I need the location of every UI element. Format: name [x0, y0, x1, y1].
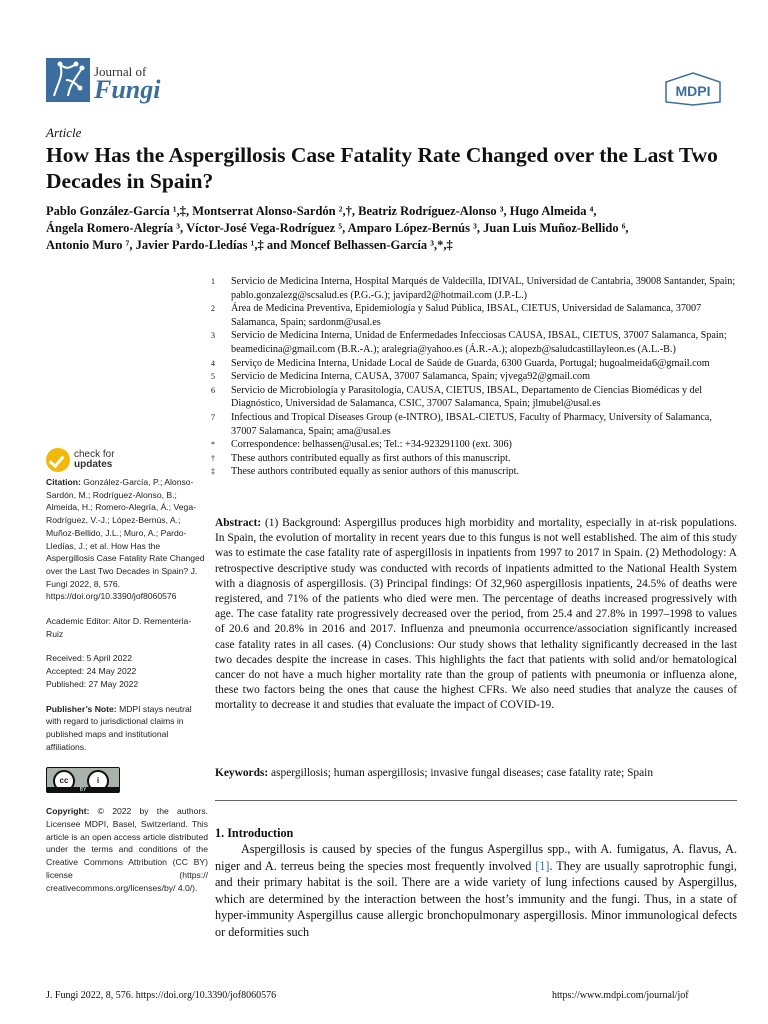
- abstract: [215, 516, 737, 714]
- affiliation-item: [211, 370, 737, 384]
- abstract-text: (1) Background: Aspergillus produces high morbidity and mortality, especially in at-risk populations. In Spain, the evolution of mortality in recent years due to this fungus is not well established. The aim of this study was to estimate the case fatality rate of aspergillosis in inpatients from 1997 to 2017 in Spain. (2) Methodology: A retrospective descriptive study was conducted with records of inpatients admitted to the National Health System with a diagnosis of aspergillosis. (3) Principal findings: Of 32,960 aspergillosis inpatients, 24.5% of deaths were registered, and 71% of the patients who died were men. The percentage of deaths increased progressively with age. The case fatality rate progressively decreased over the period, from 25.4 and 27.8% in 1997–1998 to values of 20.6 and 20.8% in 2016 and 2017. Influenza and pneumonia occurrence/association significantly increased case fatality rates in all cases. (4) Conclusions: Our study shows that lethality significantly decreased in the last two decades despite the increase in cases. This highlights the fact that patients with solid and/or hematological cancer do not have a much higher mortality rate than the group of patients with pneumonia or influenza alone, these two factors being the ones that cause the highest CFRs. We also need studies that analyze the causes of mortality to decrease it and studies that evaluate the impact of COVID-19.: [215, 517, 737, 712]
- intro-paragraph: [215, 841, 737, 940]
- accepted-date: Accepted: 24 May 2022: [46, 666, 137, 677]
- published-date: Published: 27 May 2022: [46, 678, 139, 689]
- affiliation-item: [211, 357, 737, 371]
- affiliation-item: [211, 329, 737, 356]
- citation-label: Citation:: [46, 477, 81, 487]
- author-line: Antonio Muro ⁷, Javier Pardo-Lledías ¹,‡ and Moncef Belhassen-García ³,*,‡: [46, 238, 453, 252]
- affiliation-text: Servicio de Medicina Interna, Unidad de Enfermedades Infecciosas CAUSA, IBSAL, CIETUS, 37007 Salamanca, Spain; beamedicina@gmail.com (B.R.-A.); aralegria@yahoo.es (Á.R.-A.); alopezb@saludcastillayleon.es (A.L.-B.): [231, 330, 727, 355]
- affiliation-item: [211, 302, 737, 329]
- citation-block: [46, 476, 208, 603]
- section-heading: 1. Introduction: [215, 826, 294, 840]
- affiliation-text: Correspondence: belhassen@usal.es; Tel.: +34-923291100 (ext. 306): [231, 439, 512, 451]
- check-updates-line1: check for: [74, 449, 115, 460]
- page-title: How Has the Aspergillosis Case Fatality Rate Changed over the Last Two Decades in Spain?: [46, 143, 718, 193]
- dates-block: [46, 652, 208, 690]
- affiliation-item: [211, 452, 737, 466]
- affiliation-list: [211, 275, 737, 479]
- affiliation-item: [211, 411, 737, 438]
- affiliation-text: Serviço de Medicina Interna, Unidade Local de Saúde de Guarda, 6300 Guarda, Portugal; hugoalmeida6@gmail.com: [231, 357, 710, 369]
- affiliation-text: Área de Medicina Preventiva, Epidemiología y Salud Pública, IBSAL, CIETUS, Universidad de Salamanca, 37007 Salamanca, Spain; sardonm@usal.es: [231, 303, 702, 328]
- affiliation-text: Servicio de Medicina Interna, CAUSA, 37007 Salamanca, Spain; vjvega92@gmail.com: [231, 371, 591, 383]
- received-date: Received: 5 April 2022: [46, 653, 132, 664]
- affiliation-item: [211, 465, 737, 479]
- keywords-text: aspergillosis; human aspergillosis; invasive fungal diseases; case fatality rate; Spain: [271, 767, 654, 779]
- cc-by-label: BY: [47, 787, 119, 793]
- affiliation-mark: 1: [211, 277, 215, 286]
- publisher-note-text: MDPI stays neutral with regard to jurisdictional claims in published maps and institutional affiliations.: [46, 703, 192, 752]
- cc-by-license-icon[interactable]: [46, 767, 120, 793]
- copyright-text: © 2022 by the authors. Licensee MDPI, Basel, Switzerland. This article is an open access article distributed under the terms and conditions of the Creative Commons Attribution (CC BY) license (https:// creativecommons.org/licenses/by/ 4.0/).: [46, 806, 209, 893]
- copyright-block: [46, 805, 208, 894]
- intro-text-b: . They are usually saprotrophic fungi, and their primary habitat is the soil. There are a wide variety of lung infections caused by Aspergillus, which are determined by the interaction between the host’s immunity and the fungi. Thus, in a state of hyper-immunity Aspergillus cause allergic bronchopulmonary aspergillosis. Minor immunological defects or deformities such: [215, 858, 737, 939]
- mdpi-logo-icon: [664, 72, 722, 106]
- copyright-label: Copyright:: [46, 806, 90, 817]
- affiliation-mark: ‡: [211, 467, 215, 477]
- citation-link[interactable]: [1]: [535, 858, 550, 873]
- affiliation-text: These authors contributed equally as senior authors of this manuscript.: [231, 466, 520, 478]
- affiliation-mark: 3: [211, 331, 215, 341]
- intro-text-a: Aspergillosis is caused by species of the fungus Aspergillus spp., with A. fumigatus, A. flavus, A. niger and A. terreus being the species most frequently involved: [215, 842, 737, 873]
- publisher-name: MDPI: [675, 83, 711, 99]
- keywords-label: Keywords:: [215, 767, 269, 779]
- cc-icon: cc: [53, 770, 75, 792]
- divider: [215, 800, 737, 801]
- publisher-note: [46, 703, 208, 754]
- article-type: Article: [46, 125, 82, 140]
- affiliation-item: [211, 438, 737, 452]
- author-line: Pablo González-García ¹,‡, Montserrat Alonso-Sardón ²,†, Beatriz Rodríguez-Alonso ³, Hugo Almeida ⁴,: [46, 204, 597, 218]
- journal-name: Fungi: [94, 75, 161, 104]
- check-updates-line2: updates: [74, 459, 113, 470]
- footer-citation: J. Fungi 2022, 8, 576. https://doi.org/10.3390/jof8060576: [46, 990, 277, 1001]
- affiliation-mark: †: [211, 453, 215, 463]
- affiliation-mark: 2: [211, 304, 215, 314]
- checkmark-icon: [46, 448, 70, 472]
- footer-journal-url[interactable]: https://www.mdpi.com/journal/jof: [552, 990, 689, 1001]
- affiliation-mark: 5: [211, 372, 215, 382]
- journal-logo-icon: [46, 58, 90, 102]
- affiliation-mark: 7: [211, 412, 215, 422]
- sidebar: [46, 448, 208, 894]
- affiliation-mark: 6: [211, 385, 215, 395]
- check-updates-button[interactable]: [46, 448, 208, 472]
- affiliation-text: Servicio de Medicina Interna, Hospital Marqués de Valdecilla, IDIVAL, Universidad de Cantabria, 39008 Santander, Spain; pablo.gonzalezg@scsalud.es (P.G.-G.); javipard2@hotmail.com (J.P.-L.): [231, 276, 736, 301]
- abstract-label: Abstract:: [215, 517, 262, 529]
- affiliation-item: [211, 275, 737, 302]
- keywords: [215, 767, 737, 779]
- affiliation-mark: 4: [211, 358, 215, 368]
- affiliation-text: Servicio de Microbiología y Parasitología, CAUSA, CIETUS, IBSAL, Departamento de Ciencias Biomédicas y del Diagnóstico, Universidad de Salamanca, CSIC, 37007 Salamanca, Spain; jlmubel@usal.es: [231, 384, 703, 410]
- affiliation-text: These authors contributed equally as first authors of this manuscript.: [231, 452, 511, 464]
- academic-editor: Academic Editor: Aitor D. Rementeria-Ruiz: [46, 616, 192, 639]
- publisher-note-label: Publisher’s Note:: [46, 703, 117, 714]
- citation-text: González-García, P.; Alonso-Sardón, M.; Rodríguez-Alonso, B.; Almeida, H.; Romero-Alegría, Á.; Vega-Rodríguez, V.-J.; López-Bernús, A.; Muñoz-Bellido, J.L.; Muro, A.; Pardo-Lledías, J.; et al. How Has the Aspergillosis Case Fatality Rate Changed over the Last Two Decades in Spain? J. Fungi 2022, 8, 576. https://doi.org/10.3390/jof8060576: [46, 477, 205, 602]
- affiliation-item: [211, 384, 737, 411]
- affiliation-mark: *: [211, 440, 215, 450]
- affiliation-text: Infectious and Tropical Diseases Group (e-INTRO), IBSAL-CIETUS, Faculty of Pharmacy, University of Salamanca, 37007 Salamanca, Spain; ama@usal.es: [231, 411, 712, 437]
- journal-label: Journal of: [94, 64, 147, 79]
- attribution-icon: i: [87, 770, 109, 792]
- author-line: Ángela Romero-Alegría ³, Víctor-José Vega-Rodríguez ⁵, Amparo López-Bernús ³, Juan Luis Muñoz-Bellido ⁶,: [46, 221, 629, 235]
- author-list: [46, 203, 736, 254]
